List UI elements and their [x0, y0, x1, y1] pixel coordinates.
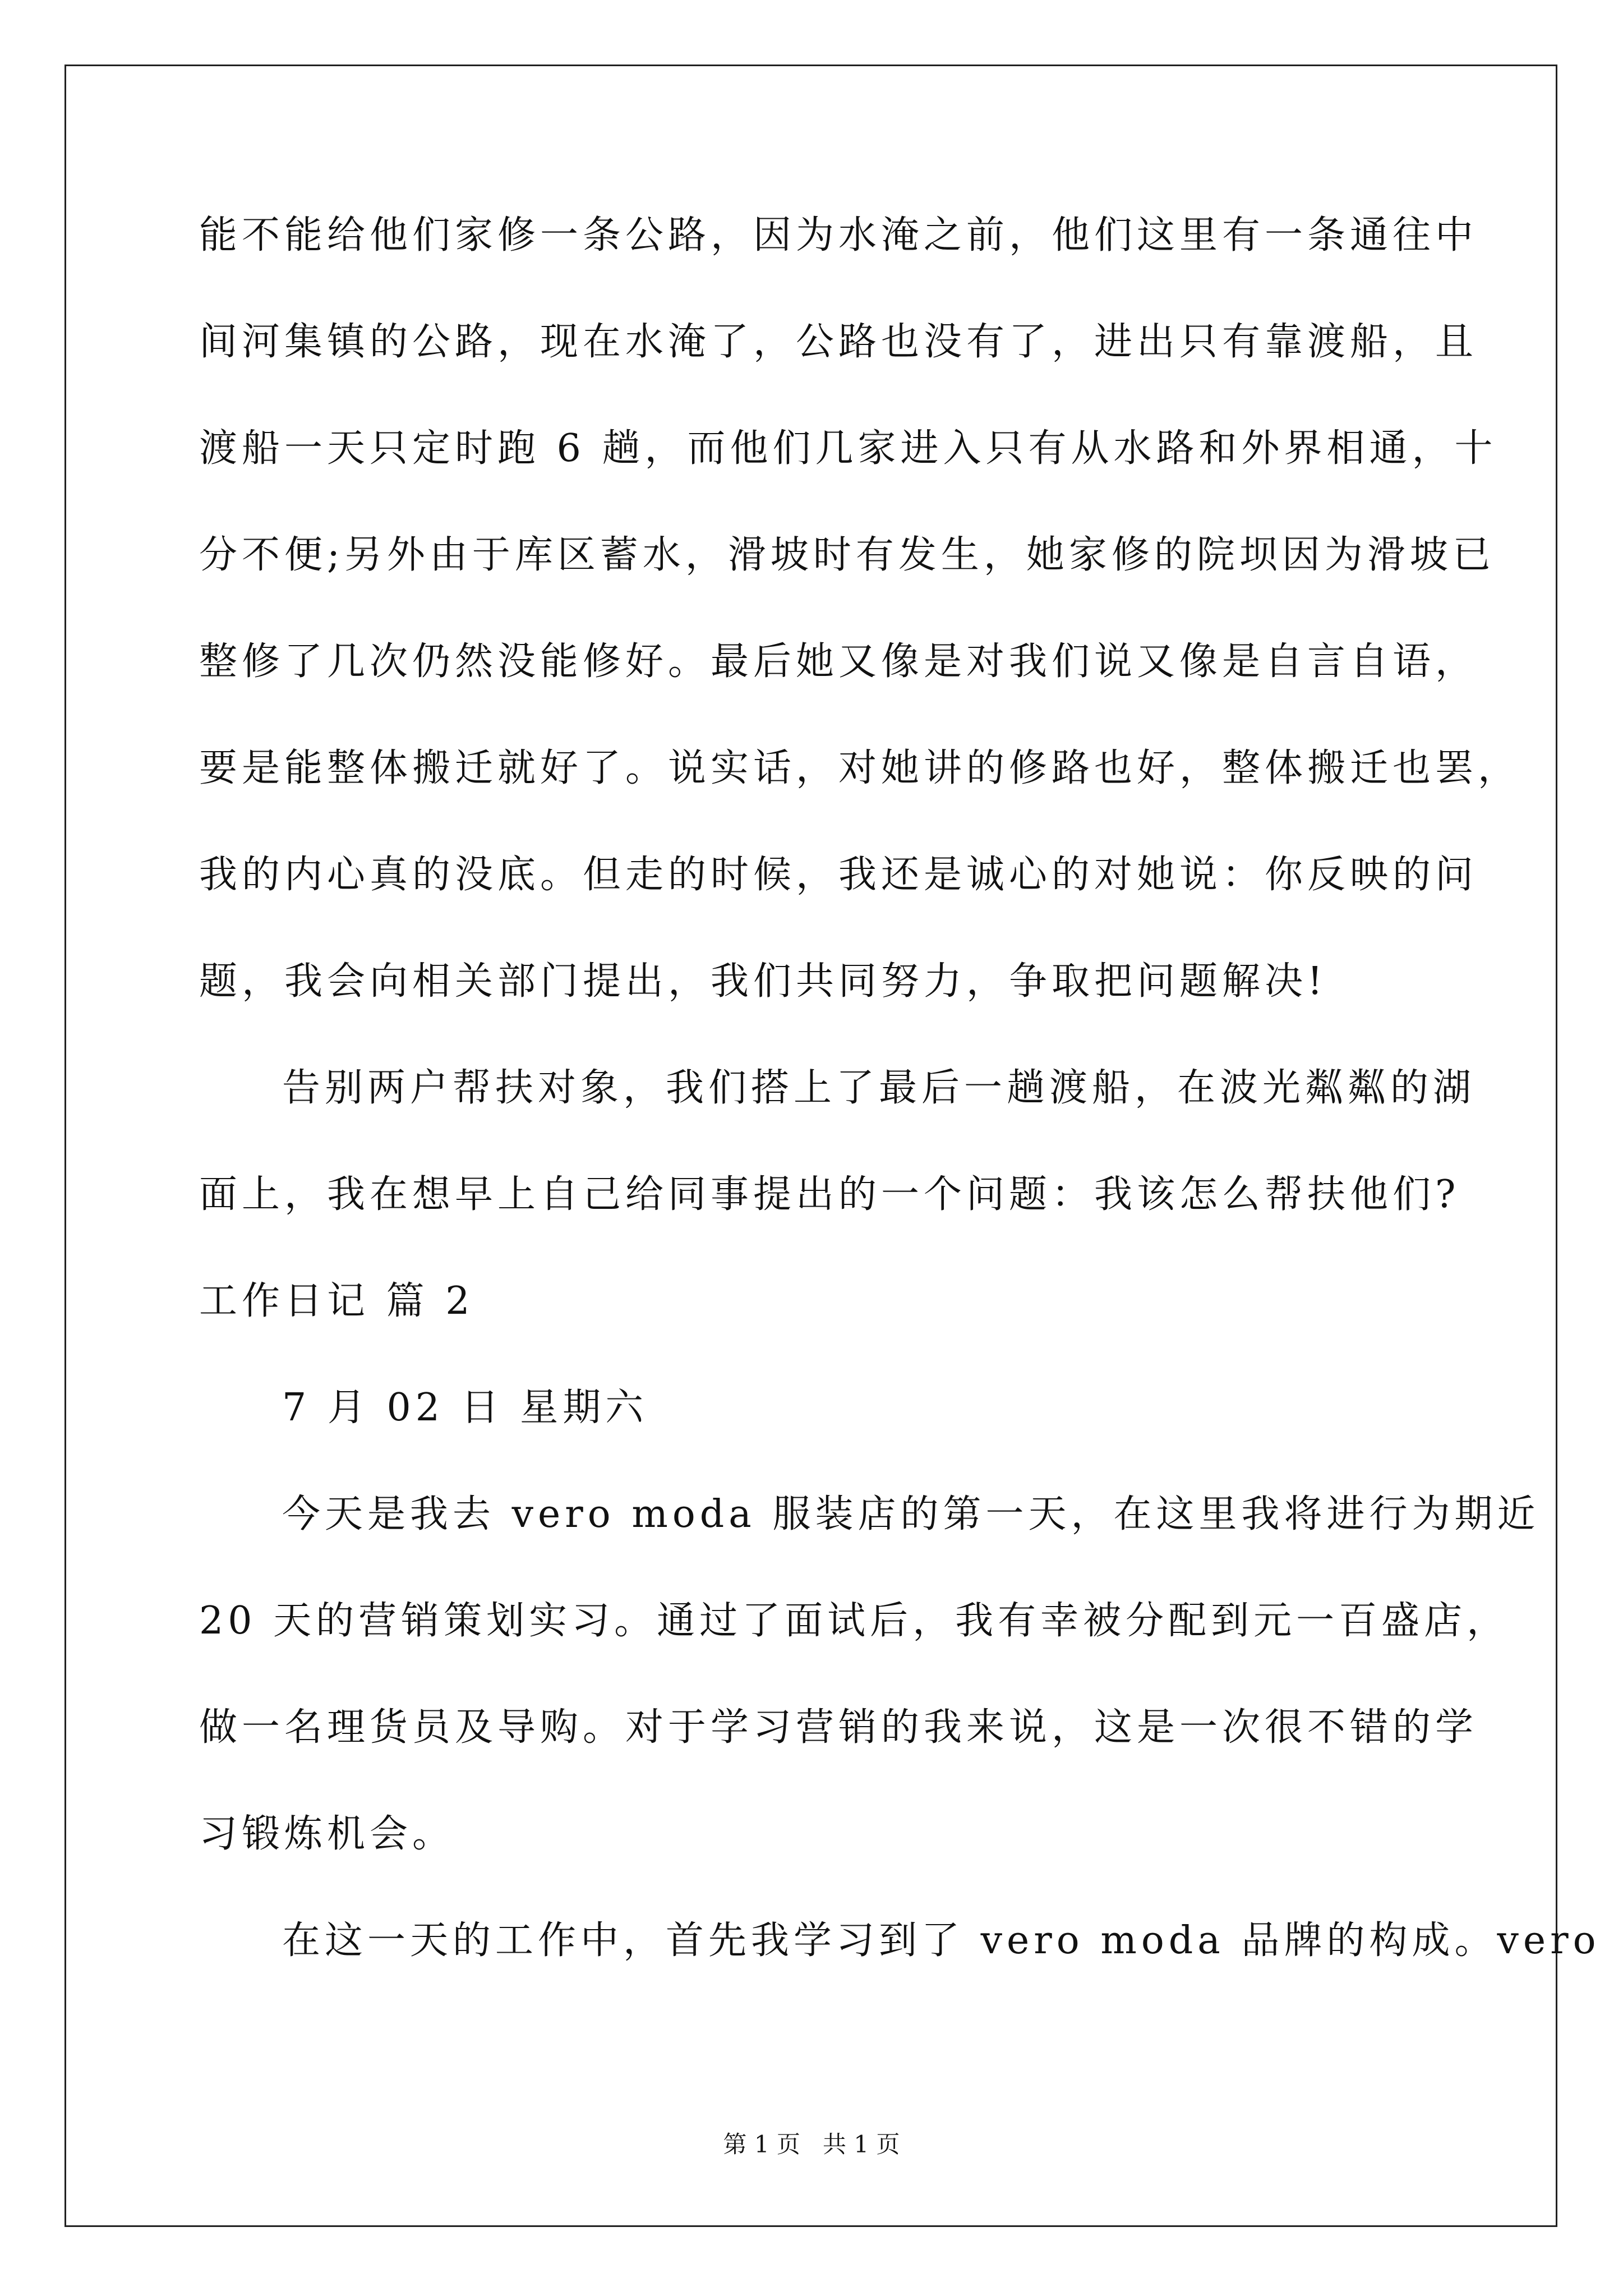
entry-date: 7 月 02 日 星期六 [282, 1386, 648, 1430]
body-line-14: 20 天的营销策划实习。通过了面试后，我有幸被分配到元一百盛店， [199, 1599, 1510, 1643]
page-footer: 第 1 页 共 1 页 [723, 2131, 900, 2158]
section-heading: 工作日记 篇 2 [199, 1279, 474, 1323]
body-line-1: 能不能给他们家修一条公路，因为水淹之前，他们这里有一条通往中 [199, 213, 1478, 257]
body-line-13: 今天是我去 vero moda 服装店的第一天，在这里我将进行为期近 [282, 1492, 1540, 1536]
body-line-2: 间河集镇的公路，现在水淹了，公路也没有了，进出只有靠渡船，且 [199, 320, 1478, 364]
body-line-7: 我的内心真的没底。但走的时候，我还是诚心的对她说：你反映的问 [199, 853, 1478, 897]
body-line-16: 习锻炼机会。 [199, 1812, 455, 1856]
body-line-4: 分不便;另外由于库区蓄水，滑坡时有发生，她家修的院坝因为滑坡已 [199, 533, 1495, 577]
body-line-3: 渡船一天只定时跑 6 趟，而他们几家进入只有从水路和外界相通，十 [199, 426, 1497, 471]
body-line-5: 整修了几次仍然没能修好。最后她又像是对我们说又像是自言自语， [199, 639, 1478, 684]
body-line-9: 告别两户帮扶对象，我们搭上了最后一趟渡船，在波光粼粼的湖 [282, 1066, 1476, 1110]
body-line-6: 要是能整体搬迁就好了。说实话，对她讲的修路也好，整体搬迁也罢， [199, 746, 1521, 790]
page-border [64, 65, 1557, 2227]
body-line-15: 做一名理货员及导购。对于学习营销的我来说，这是一次很不错的学 [199, 1705, 1478, 1750]
body-line-10: 面上，我在想早上自己给同事提出的一个问题：我该怎么帮扶他们? [199, 1172, 1460, 1217]
body-line-8: 题，我会向相关部门提出，我们共同努力，争取把问题解决! [199, 959, 1327, 1004]
body-line-17: 在这一天的工作中，首先我学习到了 vero moda 品牌的构成。vero [282, 1918, 1601, 1963]
